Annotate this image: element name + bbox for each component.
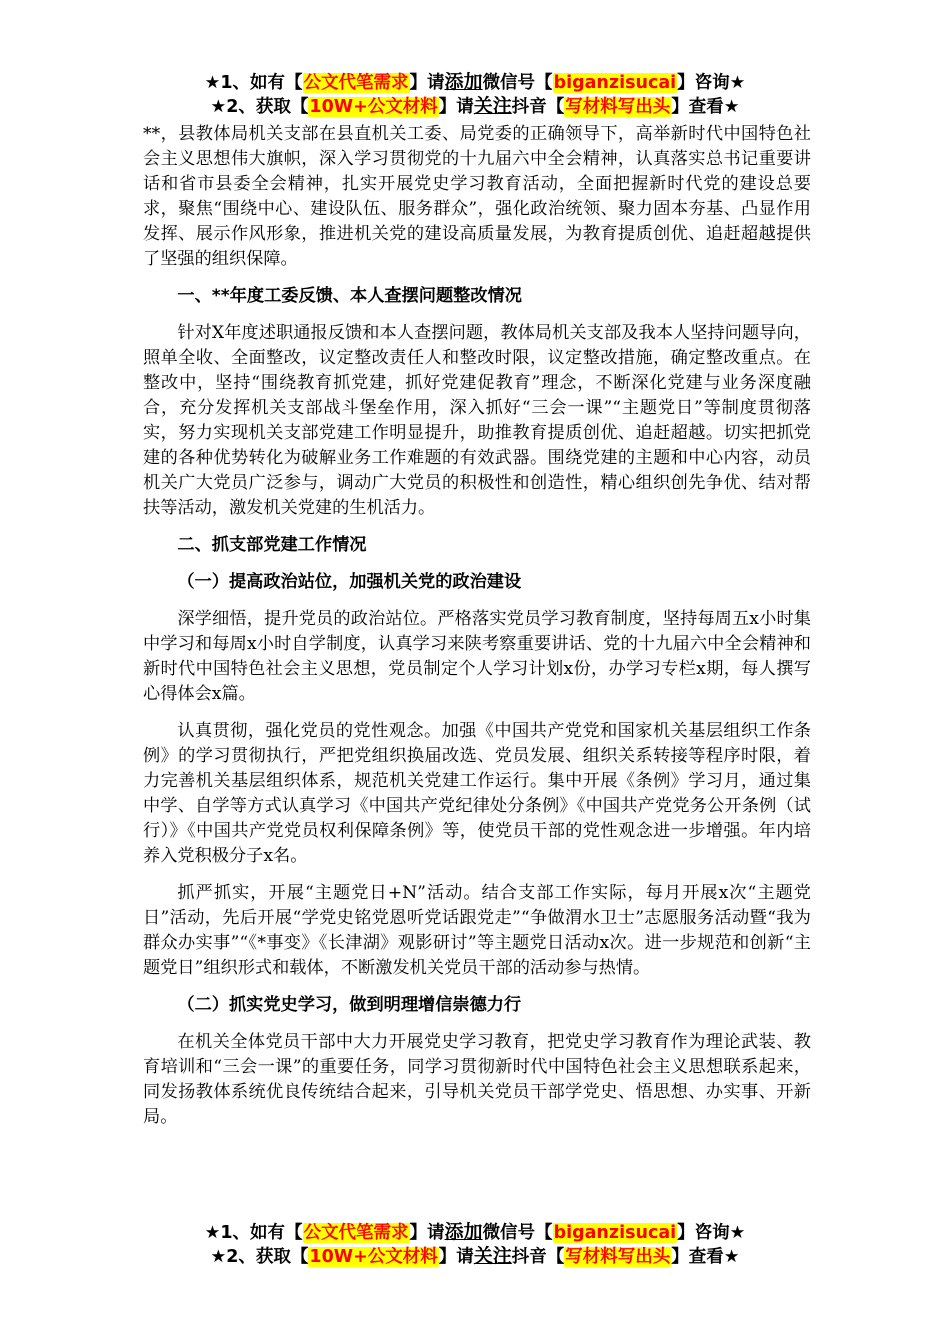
banner-line-2: ★2、获取【10W+公文材料】请关注抖音【写材料写出头】查看★ bbox=[210, 1245, 740, 1267]
highlight-service: 公文代笔需求 bbox=[303, 73, 409, 93]
highlight-wechat-id: biganzisucai bbox=[553, 1223, 677, 1243]
star-icon: ★ bbox=[210, 97, 227, 117]
subsection-heading-1: （一）提高政治站位，加强机关党的政治建设 bbox=[177, 572, 522, 592]
paragraph-party-history: 在机关全体党员干部中大力开展党史学习教育，把党史学习教育作为理论武装、教育培训和“三会一课”的重要任务，同学习贯彻新时代中国特色社会主义思想联系起来，同发扬教体系统优良传统结合起来，引导机关党员干部学党史、悟思想、办实事、开新局。 bbox=[143, 1032, 811, 1127]
banner-line-1: ★1、如有【公文代笔需求】请添加微信号【biganzisucai】咨询★ bbox=[204, 1221, 746, 1243]
highlight-wechat-id: biganzisucai bbox=[553, 73, 677, 93]
highlight-douyin: 写材料写出头 bbox=[565, 97, 671, 117]
section-heading-1: 一、**年度工委反馈、本人查摆问题整改情况 bbox=[177, 286, 522, 306]
banner-line-1: ★1、如有【公文代笔需求】请添加微信号【biganzisucai】咨询★ bbox=[204, 71, 746, 93]
star-icon: ★ bbox=[210, 1247, 227, 1267]
banner-line-2: ★2、获取【10W+公文材料】请关注抖音【写材料写出头】查看★ bbox=[210, 95, 740, 117]
star-icon: ★ bbox=[204, 73, 221, 93]
footer-banner bbox=[0, 1220, 950, 1268]
star-icon: ★ bbox=[204, 1223, 221, 1243]
intro-paragraph: **，县教体局机关支部在县直机关工委、局党委的正确领导下，高举新时代中国特色社会主义思想伟大旗帜，深入学习贯彻党的十九届六中全会精神，认真落实总书记重要讲话和省市县委全会精神，扎实开展党史学习教育活动，全面把握新时代党的建设总要求，聚焦“围绕中心、建设队伍、服务群众”，强化政治统领、聚力固本夯基、凸显作用发挥、展示作风形象，推进机关党的建设高质量发展，为教育提质创优、追赶超越提供了坚强的组织保障。 bbox=[143, 124, 811, 269]
paragraph-rectification: 针对X年度述职通报反馈和本人查摆问题，教体局机关支部及我本人坚持问题导向，照单全收、全面整改，议定整改责任人和整改时限，议定整改措施，确定整改重点。在整改中，坚持“围绕教育抓党建，抓好党建促教育”理念，不断深化党建与业务深度融合，充分发挥机关支部战斗堡垒作用，深入抓好“三会一课”“主题党日”等制度贯彻落实，努力实现机关支部党建工作明显提升，助推教育提质创优、追赶超越。切实把抓党建的各种优势转化为破解业务工作难题的有效武器。围绕党建的主题和中心内容，动员机关广大党员广泛参与，调动广大党员的积极性和创造性，精心组织创先争优、结对帮扶等活动，激发机关党建的生机活力。 bbox=[143, 323, 811, 518]
highlight-douyin: 写材料写出头 bbox=[565, 1247, 671, 1267]
highlight-materials: 10W+公文材料 bbox=[309, 1247, 438, 1267]
highlight-materials: 10W+公文材料 bbox=[309, 97, 438, 117]
document-body bbox=[143, 122, 811, 1130]
section-heading-2: 二、抓支部党建工作情况 bbox=[177, 535, 367, 555]
highlight-service: 公文代笔需求 bbox=[303, 1223, 409, 1243]
subsection-heading-2: （二）抓实党史学习，做到明理增信崇德力行 bbox=[177, 995, 522, 1015]
header-banner bbox=[0, 70, 950, 118]
paragraph-theme-day: 抓严抓实，开展“主题党日+N”活动。结合支部工作实际，每月开展x次“主题党日”活动，先后开展“学党史铭党恩听党话跟党走”“争做渭水卫士”志愿服务活动暨“我为群众办实事”“《*事变》《长津湖》观影研讨”等主题党日活动x次。进一步规范和创新“主题党日”组织形式和载体，不断激发机关党员干部的活动参与热情。 bbox=[143, 883, 811, 978]
paragraph-political-stance: 深学细悟，提升党员的政治站位。严格落实党员学习教育制度，坚持每周五x小时集中学习和每周x小时自学制度，认真学习来陕考察重要讲话、党的十九届六中全会精神和新时代中国特色社会主义思想，党员制定个人学习计划x份，办学习专栏x期，每人撰写心得体会x篇。 bbox=[143, 609, 811, 704]
paragraph-party-spirit: 认真贯彻，强化党员的党性观念。加强《中国共产党党和国家机关基层组织工作条例》的学习贯彻执行，严把党组织换届改选、党员发展、组织关系转接等程序时限，着力完善机关基层组织体系，规范机关党建工作运行。集中开展《条例》学习月，通过集中学、自学等方式认真学习《中国共产党纪律处分条例》《中国共产党党务公开条例（试行）》《中国共产党党员权利保障条例》等，使党员干部的党性观念进一步增强。年内培养入党积极分子x名。 bbox=[143, 721, 811, 866]
